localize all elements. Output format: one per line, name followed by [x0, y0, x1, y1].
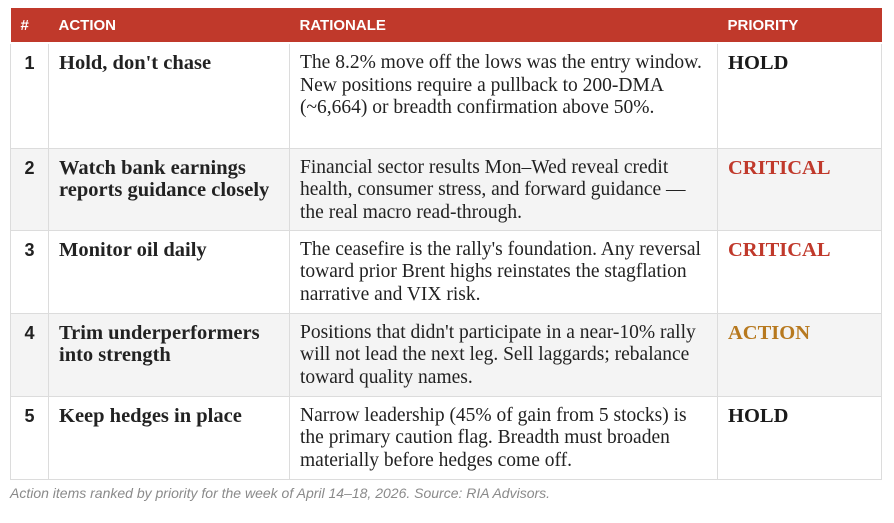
row-number: 1: [11, 43, 49, 148]
header-num: #: [11, 8, 49, 43]
priority-cell: HOLD: [718, 43, 882, 148]
priority-cell: CRITICAL: [718, 148, 882, 230]
priority-cell: CRITICAL: [718, 230, 882, 313]
action-cell: Watch bank earnings reports guidance closely: [49, 148, 290, 230]
priority-cell: HOLD: [718, 396, 882, 479]
row-number: 4: [11, 313, 49, 396]
header-action: ACTION: [49, 8, 290, 43]
table-row: [11, 313, 882, 396]
action-cell: Trim underperformers into strength: [49, 313, 290, 396]
rationale-cell: Narrow leadership (45% of gain from 5 stocks) is the primary caution flag. Breadth must broaden materially before hedges come off.: [290, 396, 718, 479]
action-cell: Hold, don't chase: [49, 43, 290, 148]
row-number: 3: [11, 230, 49, 313]
table-header: [11, 8, 882, 43]
table-row: [11, 230, 882, 313]
row-number: 5: [11, 396, 49, 479]
header-rationale: RATIONALE: [290, 8, 718, 43]
action-cell: Monitor oil daily: [49, 230, 290, 313]
action-table: [10, 8, 882, 480]
caption: Action items ranked by priority for the week of April 14–18, 2026. Source: RIA Advisors.: [10, 485, 551, 501]
table-row: [11, 148, 882, 230]
rationale-cell: The 8.2% move off the lows was the entry window. New positions require a pullback to 200-DMA (~6,664) or breadth confirmation above 50%.: [290, 43, 718, 148]
priority-cell: ACTION: [718, 313, 882, 396]
rationale-cell: Financial sector results Mon–Wed reveal credit health, consumer stress, and forward guidance — the real macro read-through.: [290, 148, 718, 230]
action-cell: Keep hedges in place: [49, 396, 290, 479]
header-priority: PRIORITY: [718, 8, 882, 43]
rationale-cell: Positions that didn't participate in a near-10% rally will not lead the next leg. Sell laggards; rebalance toward quality names.: [290, 313, 718, 396]
table-row: [11, 43, 882, 148]
row-number: 2: [11, 148, 49, 230]
table-row: [11, 396, 882, 479]
rationale-cell: The ceasefire is the rally's foundation. Any reversal toward prior Brent highs reinstates the stagflation narrative and VIX risk.: [290, 230, 718, 313]
